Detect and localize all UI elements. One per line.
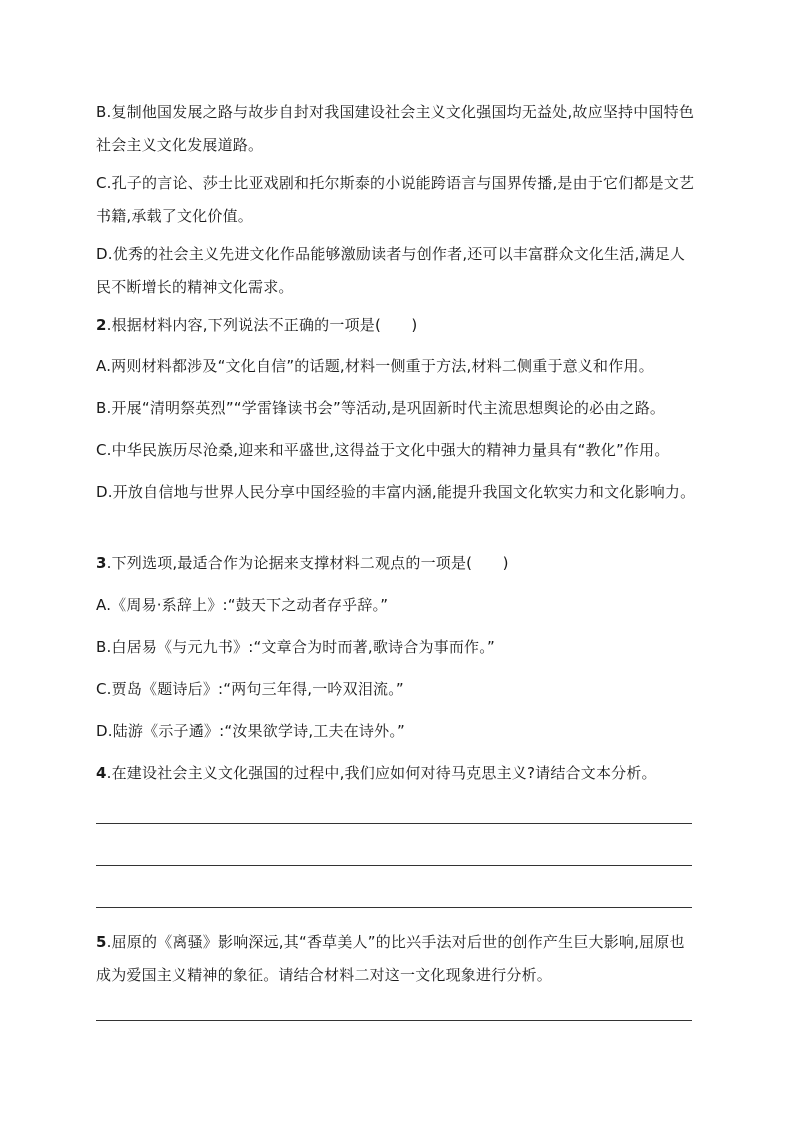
q2-option-d: D.开放自信地与世界人民分享中国经验的丰富内涵,能提升我国文化软实力和文化影响力。: [96, 483, 696, 501]
q5-number: 5: [96, 933, 107, 951]
q3-option-d: D.陆游《示子遹》:“汝果欲学诗,工夫在诗外。”: [96, 722, 405, 740]
q1-option-c: C.孔子的言论、莎士比亚戏剧和托尔斯泰的小说能跨语言与国界传播,是由于它们都是文艺书籍,承载了文化价值。: [96, 174, 695, 225]
q5-stem-text: .屈原的《离骚》影响深远,其“香草美人”的比兴手法对后世的创作产生巨大影响,屈原也成为爱国主义精神的象征。请结合材料二对这一文化现象进行分析。: [96, 933, 685, 984]
q5-stem: [96, 926, 696, 992]
q2-number: 2: [96, 316, 107, 334]
q2-option-b: B.开展“清明祭英烈”“学雷锋读书会”等活动,是巩固新时代主流思想舆论的必由之路。: [96, 399, 666, 417]
q2-option-c: C.中华民族历尽沧桑,迎来和平盛世,这得益于文化中强大的精神力量具有“教化”作用。: [96, 441, 670, 459]
q4-answer-line-3[interactable]: [96, 907, 692, 908]
q2-option-a: A.两则材料都涉及“文化自信”的话题,材料一侧重于方法,材料二侧重于意义和作用。: [96, 357, 654, 375]
q2-stem: [96, 309, 696, 342]
q2-stem-text: .根据材料内容,下列说法不正确的一项是( ): [106, 316, 418, 334]
q3-stem: [96, 547, 696, 580]
q5-answer-line-1[interactable]: [96, 1020, 692, 1021]
q4-number: 4: [96, 764, 107, 782]
q3-option-a: A.《周易·系辞上》:“鼓天下之动者存乎辞。”: [96, 596, 389, 614]
q3-stem-text: .下列选项,最适合作为论据来支撑材料二观点的一项是( ): [106, 554, 509, 572]
q4-answer-line-2[interactable]: [96, 865, 692, 866]
q3-option-c: C.贾岛《题诗后》:“两句三年得,一吟双泪流。”: [96, 680, 404, 698]
q3-number: 3: [96, 554, 107, 572]
q4-stem-text: .在建设社会主义文化强国的过程中,我们应如何对待马克思主义?请结合文本分析。: [106, 764, 657, 782]
q1-option-d: D.优秀的社会主义先进文化作品能够激励读者与创作者,还可以丰富群众文化生活,满足人民不断增长的精神文化需求。: [96, 245, 686, 296]
q3-option-b: B.白居易《与元九书》:“文章合为时而著,歌诗合为事而作。”: [96, 638, 495, 656]
q4-answer-line-1[interactable]: [96, 823, 692, 824]
q1-option-b: B.复制他国发展之路与故步自封对我国建设社会主义文化强国均无益处,故应坚持中国特色社会主义文化发展道路。: [96, 103, 695, 154]
q4-stem: [96, 757, 696, 790]
